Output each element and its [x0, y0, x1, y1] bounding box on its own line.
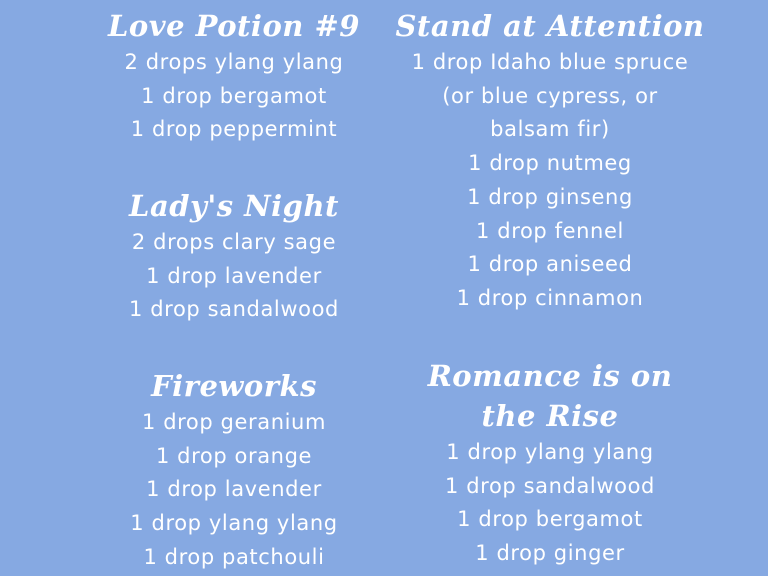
recipe-title: Love Potion #9	[108, 9, 360, 43]
recipe-ladys-night	[96, 186, 372, 327]
recipe-title: Fireworks	[151, 369, 317, 403]
ingredient-line: 1 drop nutmeg	[468, 151, 632, 176]
ingredient-line: 2 drops clary sage	[131, 230, 337, 254]
ingredient-line: 1 drop ginseng	[467, 184, 633, 209]
ingredient-line: balsam fir)	[490, 117, 610, 142]
ingredient-line: 1 drop ylang ylang	[446, 440, 654, 464]
ingredient-line: 1 drop ginger	[475, 541, 625, 566]
recipe-love-potion	[96, 6, 372, 147]
recipe-title: Lady's Night	[129, 189, 339, 223]
recipe-title-line: the Rise	[481, 399, 619, 433]
recipe-stand-at-attention	[390, 6, 710, 316]
ingredient-list	[96, 46, 372, 147]
ingredient-line: 1 drop bergamot	[457, 507, 643, 532]
ingredient-list	[390, 436, 710, 571]
ingredient-line: 1 drop sandalwood	[129, 297, 339, 322]
recipe-title-line: Romance is on	[427, 359, 673, 393]
recipe-fireworks	[96, 366, 372, 575]
ingredient-line: 1 drop cinnamon	[456, 285, 644, 310]
ingredient-line: (or blue cypress, or	[442, 83, 658, 108]
ingredient-list	[96, 226, 372, 327]
ingredient-line: 1 drop Idaho blue spruce	[411, 50, 689, 74]
ingredient-line: 1 drop fennel	[476, 218, 624, 243]
ingredient-line: 2 drops ylang ylang	[124, 50, 344, 74]
ingredient-line: 1 drop aniseed	[467, 252, 633, 277]
ingredient-line: 1 drop patchouli	[143, 544, 325, 569]
recipe-title	[390, 356, 710, 436]
ingredient-line: 1 drop lavender	[146, 477, 322, 502]
ingredient-line: 1 drop sandalwood	[445, 473, 655, 498]
recipe-title: Stand at Attention	[395, 9, 705, 43]
ingredient-list	[96, 406, 372, 575]
ingredient-line: 1 drop orange	[155, 443, 313, 468]
ingredient-line: 1 drop bergamot	[141, 83, 327, 108]
ingredient-line: 1 drop peppermint	[130, 117, 338, 142]
ingredient-list	[390, 46, 710, 316]
ingredient-line: 1 drop geranium	[141, 410, 327, 434]
ingredient-line: 1 drop lavender	[146, 263, 322, 288]
ingredient-line: 1 drop ylang ylang	[130, 511, 338, 536]
recipe-romance-rise	[390, 356, 710, 571]
